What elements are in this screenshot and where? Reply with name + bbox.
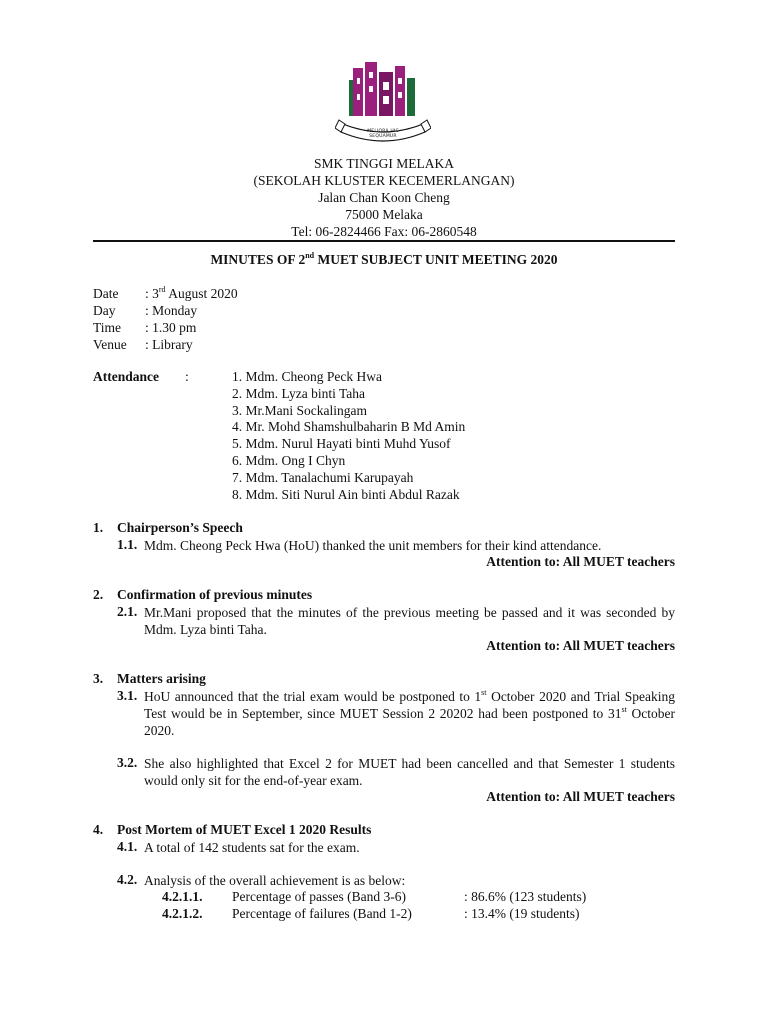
section-2-heading: 2. Confirmation of previous minutes <box>93 587 313 602</box>
school-name: SMK TINGGI MELAKA <box>314 156 454 171</box>
school-street: Jalan Chan Koon Cheng <box>318 190 450 205</box>
attendee-item: 1. Mdm. Cheong Peck Hwa <box>232 369 382 384</box>
section-4-heading: 4. Post Mortem of MUET Excel 1 2020 Results <box>93 822 372 837</box>
attendance-label: Attendance <box>93 369 159 384</box>
info-date: Date : 3rd August 2020 <box>93 285 238 301</box>
document-title: MINUTES OF 2nd MUET SUBJECT UNIT MEETING 2020 <box>210 251 558 267</box>
attendee-item: 7. Mdm. Tanalachumi Karupayah <box>232 470 414 485</box>
attendee-item: 2. Mdm. Lyza binti Taha <box>232 386 366 401</box>
result-row: 4.2.1.2. Percentage of failures (Band 1-2) : 13.4% (19 students) <box>162 906 580 921</box>
item-4-2: 4.2. Analysis of the overall achievement is as below: <box>117 872 406 888</box>
item-2-1: 2.1. Mr.Mani proposed that the minutes of the previous meeting be passed and it was seconded by Mdm. Lyza binti Taha. <box>117 604 675 637</box>
meeting-info <box>93 285 238 353</box>
item-3-1: 3.1. HoU announced that the trial exam would be postponed to 1st October 2020 and Trial Speaking Test would be in September, since MUET Session 2 20202 had been postponed to 31st October 2020. <box>117 688 675 738</box>
school-city: 75000 Melaka <box>345 207 423 222</box>
info-day: Day : Monday <box>93 303 198 318</box>
attention-note-1: Attention to: All MUET teachers <box>486 554 675 569</box>
item-4-1: 4.1. A total of 142 students sat for the exam. <box>117 839 360 855</box>
info-time: Time : 1.30 pm <box>93 320 197 335</box>
item-3-2: 3.2. She also highlighted that Excel 2 for MUET had been cancelled and that Semester 1 students would only sit for the end-of-year exam. <box>117 755 675 788</box>
school-crest-logo <box>335 58 431 150</box>
attention-note-3: Attention to: All MUET teachers <box>486 789 675 804</box>
result-row: 4.2.1.1. Percentage of passes (Band 3-6) : 86.6% (123 students) <box>162 889 587 904</box>
item-1-1: 1.1. Mdm. Cheong Peck Hwa (HoU) thanked the unit members for their kind attendance. <box>117 537 602 553</box>
attendee-item: 3. Mr.Mani Sockalingam <box>232 403 367 418</box>
attendee-item: 6. Mdm. Ong I Chyn <box>232 453 346 468</box>
crest-motto: MELIORA HIC SEQUAMUR <box>367 129 399 139</box>
info-venue: Venue : Library <box>93 337 193 352</box>
attendance-colon: : <box>185 369 189 384</box>
school-cluster: (SEKOLAH KLUSTER KECEMERLANGAN) <box>253 173 515 188</box>
attendee-item: 4. Mr. Mohd Shamshulbaharin B Md Amin <box>232 419 466 434</box>
school-contact: Tel: 06-2824466 Fax: 06-2860548 <box>291 224 477 239</box>
header-divider <box>93 240 675 242</box>
section-3-heading: 3. Matters arising <box>93 671 206 686</box>
attendee-item: 8. Mdm. Siti Nurul Ain binti Abdul Razak <box>232 487 460 502</box>
attendee-item: 5. Mdm. Nurul Hayati binti Muhd Yusof <box>232 436 451 451</box>
section-1-heading: 1. Chairperson’s Speech <box>93 520 243 535</box>
attention-note-2: Attention to: All MUET teachers <box>486 638 675 653</box>
